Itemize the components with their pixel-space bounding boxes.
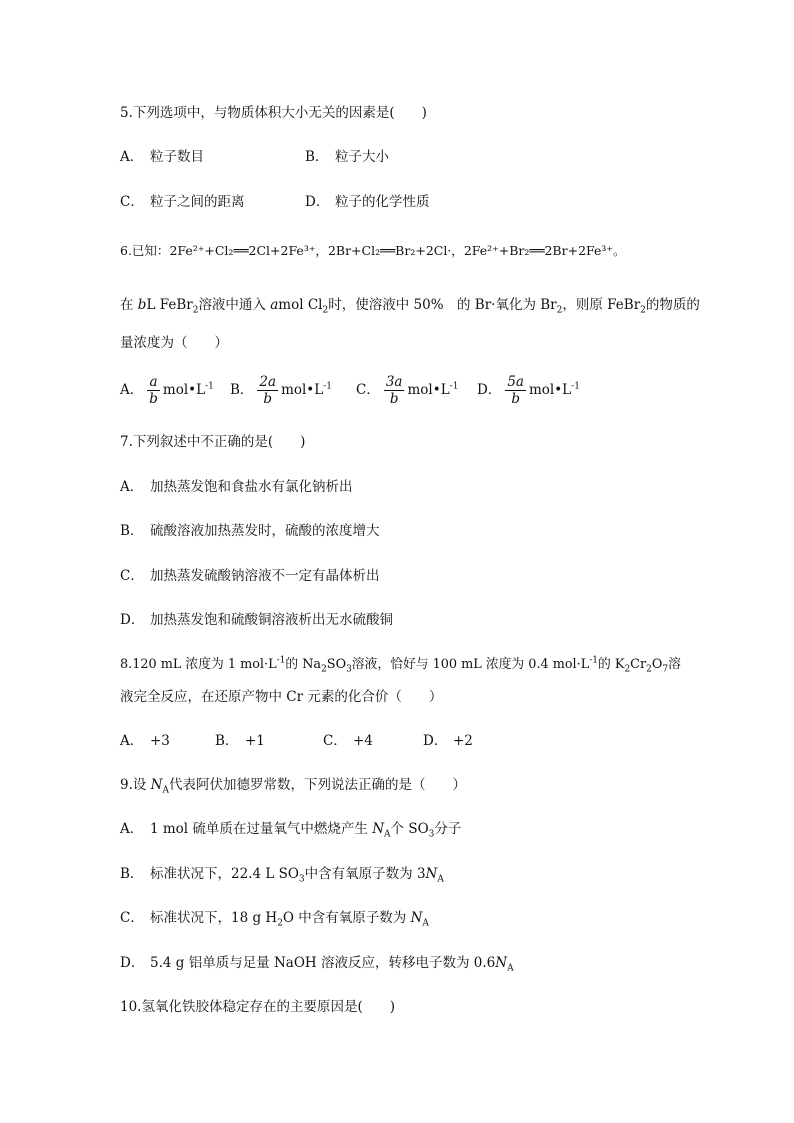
q6-question: 量浓度为（ ） xyxy=(120,335,228,351)
fraction: $\frac{a}{b}$ xyxy=(149,374,158,407)
q8-option-d: D． +2 xyxy=(423,733,473,749)
q6-option-b: B． $\frac{2a}{b}$ $mol•L^{-1}$ xyxy=(230,374,333,407)
q6-condition: 在 bL FeBr$_2$溶液中通入 amol $Cl_2$时，使溶液中 50% 的 Br·氧化为 $Br_2$，则原 FeBr$_2$的物质的 xyxy=(120,297,700,316)
q10-stem: 10.氢氧化铁胶体稳定存在的主要原因是( ) xyxy=(120,999,396,1015)
q5-option-c: C． 粒子之间的距离 xyxy=(120,194,245,210)
q6-option-c: C． $\frac{3a}{b}$ $mol•L^{-1}$ xyxy=(356,374,459,407)
q7-option-d: D． 加热蒸发饱和硫酸铜溶液析出无水硫酸铜 xyxy=(120,612,393,628)
q5-option-a: A． 粒子数目 xyxy=(120,149,204,165)
q6-equations: 6.已知：2Fe²⁺+Cl₂══2Cl+2Fe³⁺，2Br+Cl₂══Br₂+2Cl·，2Fe²⁺+Br₂══2Br+2Fe³⁺。 xyxy=(120,243,626,258)
q5-option-d: D． 粒子的化学性质 xyxy=(305,194,430,210)
q8-stem-line1: 8.120 mL 浓度为 1 $mol\cdot L^{-1}$的 $Na_2SO_3$溶液，恰好与 100 mL 浓度为 0.4 $mol\cdot L^{-1}$的 $K_2Cr_2O_7$溶 xyxy=(120,655,681,675)
q9-option-b: B． 标准状况下，22.4 L $SO_3$中含有氧原子数为 $3N_A$ xyxy=(120,866,444,885)
q5-option-b: B． 粒子大小 xyxy=(305,149,389,165)
q9-option-c: C． 标准状况下，18 g $H_2O$ 中含有氧原子数为 $N_A$ xyxy=(120,910,429,929)
q7-option-b: B． 硫酸溶液加热蒸发时，硫酸的浓度增大 xyxy=(120,523,380,539)
q8-stem-line2: 液完全反应，在还原产物中 Cr 元素的化合价（ ） xyxy=(120,689,443,705)
fraction: $\frac{3a}{b}$ xyxy=(385,374,403,407)
q7-option-a: A． 加热蒸发饱和食盐水有氯化钠析出 xyxy=(120,479,353,495)
fraction: $\frac{2a}{b}$ xyxy=(259,374,277,407)
q6-option-a: A． $\frac{a}{b}$ $mol•L^{-1}$ xyxy=(120,374,214,407)
q7-option-c: C． 加热蒸发硫酸钠溶液不一定有晶体析出 xyxy=(120,568,380,584)
q9-option-a: A． 1 mol 硫单质在过量氧气中燃烧产生 $N_A$个 $SO_3$分子 xyxy=(120,821,462,840)
q9-stem: 9.设 $N_A$代表阿伏加德罗常数，下列说法正确的是（ ） xyxy=(120,777,466,796)
q8-option-b: B． +1 xyxy=(215,733,265,749)
q7-stem: 7.下列叙述中不正确的是( ) xyxy=(120,434,306,450)
q5-stem: 5.下列选项中，与物质体积大小无关的因素是( ) xyxy=(120,105,427,121)
q9-option-d: D． 5.4 g 铝单质与足量 NaOH 溶液反应，转移电子数为 $0.6N_A$ xyxy=(120,955,514,974)
fraction: $\frac{5a}{b}$ xyxy=(507,374,524,407)
q8-option-a: A． +3 xyxy=(120,733,170,749)
q6-option-d: D． $\frac{5a}{b}$ $mol•L^{-1}$ xyxy=(477,374,580,407)
q8-option-c: C． +4 xyxy=(323,733,373,749)
